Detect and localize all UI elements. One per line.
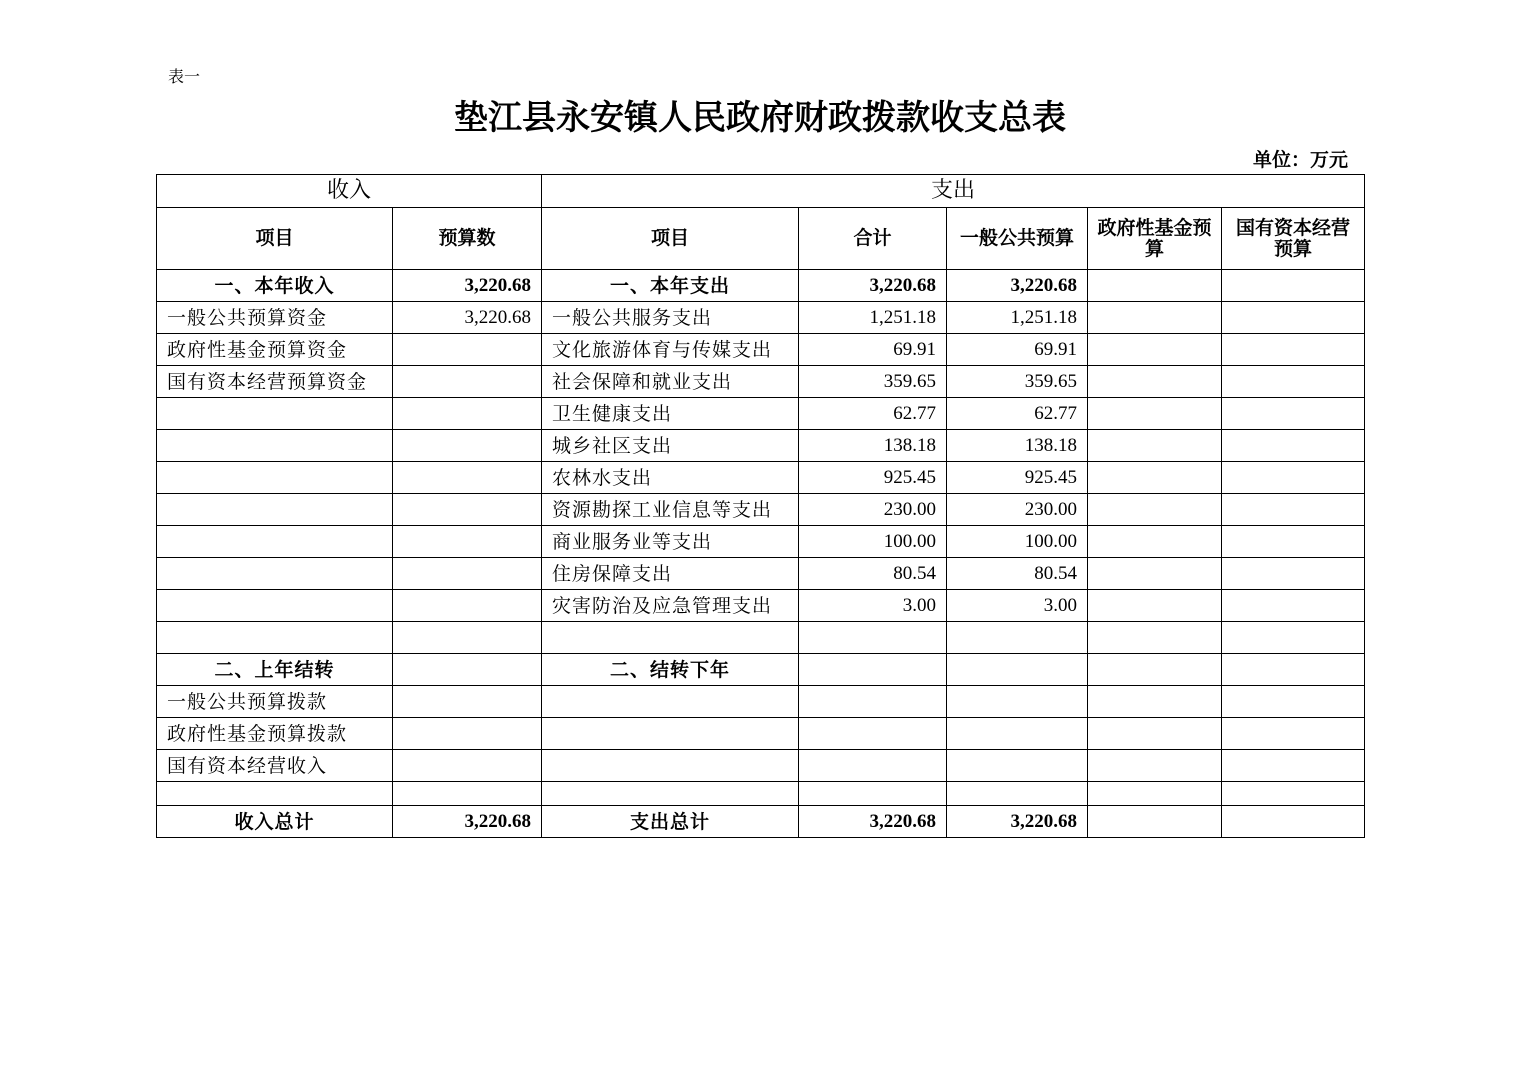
table-row bbox=[157, 398, 1365, 430]
general-public-amount-cell bbox=[947, 622, 1088, 654]
expense-item-header: 项目 bbox=[542, 208, 799, 270]
expense-total-cell bbox=[799, 750, 947, 782]
expense-item-cell: 农林水支出 bbox=[542, 462, 799, 494]
expense-item-cell: 二、结转下年 bbox=[542, 654, 799, 686]
general-public-budget-header: 一般公共预算 bbox=[947, 208, 1088, 270]
table-row bbox=[157, 430, 1365, 462]
income-amount-cell bbox=[393, 398, 542, 430]
general-public-amount-cell: 1,251.18 bbox=[947, 302, 1088, 334]
state-capital-amount-cell bbox=[1222, 366, 1365, 398]
expense-item-cell: 社会保障和就业支出 bbox=[542, 366, 799, 398]
expense-item-cell: 资源勘探工业信息等支出 bbox=[542, 494, 799, 526]
total-income-item-cell: 收入总计 bbox=[157, 806, 393, 838]
general-public-amount-cell: 69.91 bbox=[947, 334, 1088, 366]
expense-item-cell bbox=[542, 782, 799, 806]
general-public-amount-cell bbox=[947, 654, 1088, 686]
expense-item-cell bbox=[542, 686, 799, 718]
income-item-cell bbox=[157, 622, 393, 654]
income-item-cell bbox=[157, 398, 393, 430]
expense-total-cell: 138.18 bbox=[799, 430, 947, 462]
expense-item-cell: 城乡社区支出 bbox=[542, 430, 799, 462]
expense-total-cell bbox=[799, 622, 947, 654]
general-public-amount-cell: 80.54 bbox=[947, 558, 1088, 590]
totals-row bbox=[157, 806, 1365, 838]
expense-total-cell: 100.00 bbox=[799, 526, 947, 558]
state-capital-amount-cell bbox=[1222, 526, 1365, 558]
table-row bbox=[157, 750, 1365, 782]
expense-item-cell: 卫生健康支出 bbox=[542, 398, 799, 430]
gov-fund-amount-cell bbox=[1088, 270, 1222, 302]
state-capital-amount-cell bbox=[1222, 302, 1365, 334]
expense-total-cell bbox=[799, 718, 947, 750]
state-capital-amount-cell bbox=[1222, 622, 1365, 654]
column-header-row bbox=[157, 208, 1365, 270]
table-row bbox=[157, 334, 1365, 366]
table-row bbox=[157, 366, 1365, 398]
gov-fund-amount-cell bbox=[1088, 590, 1222, 622]
general-public-amount-cell bbox=[947, 782, 1088, 806]
income-amount-cell bbox=[393, 590, 542, 622]
expense-total-cell: 359.65 bbox=[799, 366, 947, 398]
expense-total-cell bbox=[799, 654, 947, 686]
general-public-amount-cell: 925.45 bbox=[947, 462, 1088, 494]
expense-item-cell: 一般公共服务支出 bbox=[542, 302, 799, 334]
income-amount-cell bbox=[393, 782, 542, 806]
income-amount-cell bbox=[393, 750, 542, 782]
income-amount-cell: 3,220.68 bbox=[393, 270, 542, 302]
expense-item-cell bbox=[542, 750, 799, 782]
expense-total-cell: 1,251.18 bbox=[799, 302, 947, 334]
gov-fund-amount-cell bbox=[1088, 718, 1222, 750]
table-row bbox=[157, 654, 1365, 686]
table-row bbox=[157, 462, 1365, 494]
income-item-cell: 二、上年结转 bbox=[157, 654, 393, 686]
state-capital-amount-cell bbox=[1222, 430, 1365, 462]
income-item-header: 项目 bbox=[157, 208, 393, 270]
general-public-amount-cell: 230.00 bbox=[947, 494, 1088, 526]
general-public-amount-cell: 3.00 bbox=[947, 590, 1088, 622]
general-public-amount-cell: 62.77 bbox=[947, 398, 1088, 430]
table-row bbox=[157, 494, 1365, 526]
income-amount-cell bbox=[393, 558, 542, 590]
total-state-capital-amount-cell bbox=[1222, 806, 1365, 838]
table-row bbox=[157, 558, 1365, 590]
general-public-amount-cell bbox=[947, 750, 1088, 782]
gov-fund-amount-cell bbox=[1088, 302, 1222, 334]
expense-total-cell: 925.45 bbox=[799, 462, 947, 494]
income-item-cell: 政府性基金预算拨款 bbox=[157, 718, 393, 750]
expense-item-cell: 商业服务业等支出 bbox=[542, 526, 799, 558]
income-amount-cell bbox=[393, 366, 542, 398]
table-row bbox=[157, 302, 1365, 334]
state-capital-amount-cell bbox=[1222, 654, 1365, 686]
expense-total-cell bbox=[799, 686, 947, 718]
gov-fund-amount-cell bbox=[1088, 782, 1222, 806]
table-row bbox=[157, 526, 1365, 558]
gov-fund-amount-cell bbox=[1088, 430, 1222, 462]
income-amount-cell bbox=[393, 462, 542, 494]
expense-item-cell: 住房保障支出 bbox=[542, 558, 799, 590]
income-item-cell: 国有资本经营预算资金 bbox=[157, 366, 393, 398]
table-row bbox=[157, 590, 1365, 622]
state-capital-amount-cell bbox=[1222, 494, 1365, 526]
unit-label: 单位：万元 bbox=[1252, 149, 1348, 171]
income-amount-cell bbox=[393, 334, 542, 366]
table-row bbox=[157, 686, 1365, 718]
income-amount-cell bbox=[393, 430, 542, 462]
income-budget-header: 预算数 bbox=[393, 208, 542, 270]
state-capital-amount-cell bbox=[1222, 590, 1365, 622]
table-row bbox=[157, 622, 1365, 654]
gov-fund-amount-cell bbox=[1088, 686, 1222, 718]
total-income-amount-cell: 3,220.68 bbox=[393, 806, 542, 838]
gov-fund-amount-cell bbox=[1088, 654, 1222, 686]
state-capital-amount-cell bbox=[1222, 270, 1365, 302]
gov-fund-amount-cell bbox=[1088, 494, 1222, 526]
income-amount-cell bbox=[393, 622, 542, 654]
state-capital-amount-cell bbox=[1222, 398, 1365, 430]
general-public-amount-cell: 3,220.68 bbox=[947, 270, 1088, 302]
gov-fund-amount-cell bbox=[1088, 462, 1222, 494]
state-capital-amount-cell bbox=[1222, 718, 1365, 750]
table-row bbox=[157, 718, 1365, 750]
gov-fund-amount-cell bbox=[1088, 526, 1222, 558]
income-amount-cell bbox=[393, 718, 542, 750]
general-public-amount-cell: 359.65 bbox=[947, 366, 1088, 398]
expense-total-cell bbox=[799, 782, 947, 806]
expense-total-cell: 3.00 bbox=[799, 590, 947, 622]
general-public-amount-cell: 100.00 bbox=[947, 526, 1088, 558]
income-item-cell bbox=[157, 494, 393, 526]
general-public-amount-cell bbox=[947, 718, 1088, 750]
state-capital-amount-cell bbox=[1222, 686, 1365, 718]
total-header: 合计 bbox=[799, 208, 947, 270]
income-item-cell: 一、本年收入 bbox=[157, 270, 393, 302]
general-public-amount-cell bbox=[947, 686, 1088, 718]
page-title: 垫江县永安镇人民政府财政拨款收支总表 bbox=[454, 98, 1066, 138]
income-item-cell: 国有资本经营收入 bbox=[157, 750, 393, 782]
total-gov-fund-amount-cell bbox=[1088, 806, 1222, 838]
expense-item-cell bbox=[542, 718, 799, 750]
total-expense-total-cell: 3,220.68 bbox=[799, 806, 947, 838]
table-row bbox=[157, 270, 1365, 302]
state-capital-amount-cell bbox=[1222, 782, 1365, 806]
total-expense-item-cell: 支出总计 bbox=[542, 806, 799, 838]
section-header-row bbox=[157, 175, 1365, 208]
state-capital-amount-cell bbox=[1222, 558, 1365, 590]
expense-item-cell: 一、本年支出 bbox=[542, 270, 799, 302]
income-item-cell bbox=[157, 526, 393, 558]
expense-item-cell: 文化旅游体育与传媒支出 bbox=[542, 334, 799, 366]
income-amount-cell: 3,220.68 bbox=[393, 302, 542, 334]
expense-total-cell: 3,220.68 bbox=[799, 270, 947, 302]
table-label: 表一 bbox=[168, 67, 201, 86]
income-item-cell: 一般公共预算拨款 bbox=[157, 686, 393, 718]
table-row bbox=[157, 782, 1365, 806]
expense-total-cell: 230.00 bbox=[799, 494, 947, 526]
expense-section-header: 支出 bbox=[542, 175, 1365, 208]
state-capital-budget-header: 国有资本经营预算 bbox=[1222, 208, 1365, 270]
income-item-cell bbox=[157, 590, 393, 622]
gov-fund-amount-cell bbox=[1088, 398, 1222, 430]
state-capital-amount-cell bbox=[1222, 750, 1365, 782]
expense-total-cell: 62.77 bbox=[799, 398, 947, 430]
income-item-cell: 政府性基金预算资金 bbox=[157, 334, 393, 366]
total-general-public-amount-cell: 3,220.68 bbox=[947, 806, 1088, 838]
gov-fund-amount-cell bbox=[1088, 750, 1222, 782]
state-capital-amount-cell bbox=[1222, 462, 1365, 494]
income-item-cell bbox=[157, 462, 393, 494]
gov-fund-amount-cell bbox=[1088, 366, 1222, 398]
income-item-cell bbox=[157, 430, 393, 462]
income-amount-cell bbox=[393, 654, 542, 686]
gov-fund-amount-cell bbox=[1088, 334, 1222, 366]
income-amount-cell bbox=[393, 686, 542, 718]
income-amount-cell bbox=[393, 494, 542, 526]
income-amount-cell bbox=[393, 526, 542, 558]
income-section-header: 收入 bbox=[157, 175, 542, 208]
gov-fund-budget-header: 政府性基金预算 bbox=[1088, 208, 1222, 270]
budget-summary-table bbox=[156, 174, 1365, 838]
expense-item-cell: 灾害防治及应急管理支出 bbox=[542, 590, 799, 622]
state-capital-amount-cell bbox=[1222, 334, 1365, 366]
expense-total-cell: 80.54 bbox=[799, 558, 947, 590]
gov-fund-amount-cell bbox=[1088, 558, 1222, 590]
expense-item-cell bbox=[542, 622, 799, 654]
income-item-cell: 一般公共预算资金 bbox=[157, 302, 393, 334]
gov-fund-amount-cell bbox=[1088, 622, 1222, 654]
expense-total-cell: 69.91 bbox=[799, 334, 947, 366]
general-public-amount-cell: 138.18 bbox=[947, 430, 1088, 462]
income-item-cell bbox=[157, 782, 393, 806]
income-item-cell bbox=[157, 558, 393, 590]
